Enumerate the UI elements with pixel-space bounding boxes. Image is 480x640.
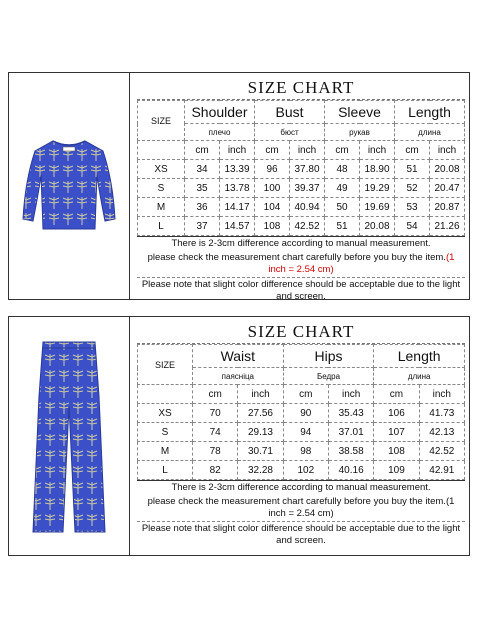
bust-header: Bust <box>255 101 325 124</box>
check-chart-note: please check the measurement chart carefully before you buy the item.(1 inch = 2.54 cm) <box>147 496 455 519</box>
value-cell: 51 <box>395 160 430 179</box>
unit-cell: cm <box>185 141 220 160</box>
value-cell: 94 <box>283 423 328 442</box>
value-cell: 53 <box>395 198 430 217</box>
top-size-table <box>137 77 465 302</box>
value-cell: 14.57 <box>220 217 255 236</box>
value-cell: 20.87 <box>430 198 465 217</box>
top-product-photo <box>9 73 130 299</box>
unit-cell: cm <box>255 141 290 160</box>
value-cell: 37 <box>185 217 220 236</box>
table-row <box>138 198 465 217</box>
value-cell: 37.01 <box>328 423 373 442</box>
value-cell: 48 <box>325 160 360 179</box>
value-cell: 27.56 <box>238 404 283 423</box>
inch-conversion-note: (1 inch = 2.54 cm) <box>268 252 455 275</box>
length-header: Length <box>374 345 465 368</box>
value-cell: 98 <box>283 442 328 461</box>
shoulder-header-ru: плечо <box>185 124 255 141</box>
value-cell: 52 <box>395 179 430 198</box>
value-cell: 19.29 <box>360 179 395 198</box>
value-cell: 32.28 <box>238 461 283 480</box>
value-cell: 78 <box>193 442 238 461</box>
bust-header-ru: бюст <box>255 124 325 141</box>
table-row <box>138 217 465 236</box>
size-cell: S <box>138 423 193 442</box>
value-cell: 108 <box>255 217 290 236</box>
unit-cell: inch <box>430 141 465 160</box>
value-cell: 96 <box>255 160 290 179</box>
bottom-size-chart-card <box>8 316 470 556</box>
value-cell: 51 <box>325 217 360 236</box>
length-header-ru: длина <box>374 368 465 385</box>
value-cell: 20.08 <box>360 217 395 236</box>
sleeve-header: Sleeve <box>325 101 395 124</box>
table-row <box>138 461 465 480</box>
value-cell: 38.58 <box>328 442 373 461</box>
waist-header-ru: паясніца <box>193 368 284 385</box>
table-row <box>138 404 465 423</box>
top-size-chart-card <box>8 72 470 300</box>
measurement-note: There is 2-3cm difference according to manual measurement. <box>171 238 431 249</box>
unit-cell: cm <box>283 385 328 404</box>
color-difference-note: Please note that slight color difference should be acceptable due to the light and screen. <box>137 521 465 548</box>
table-row <box>138 423 465 442</box>
value-cell: 35.43 <box>328 404 373 423</box>
color-difference-note: Please note that slight color difference should be acceptable due to the light and screen. <box>137 277 465 304</box>
value-cell: 19.69 <box>360 198 395 217</box>
unit-row <box>138 141 465 160</box>
value-cell: 82 <box>193 461 238 480</box>
value-cell: 34 <box>185 160 220 179</box>
size-column-header: SIZE <box>138 345 193 385</box>
value-cell: 39.37 <box>290 179 325 198</box>
table-row <box>138 179 465 198</box>
size-cell: S <box>138 179 185 198</box>
bottom-chart-title: SIZE CHART <box>137 321 465 344</box>
top-notes <box>137 236 465 304</box>
value-cell: 54 <box>395 217 430 236</box>
value-cell: 35 <box>185 179 220 198</box>
value-cell: 30.71 <box>238 442 283 461</box>
value-cell: 90 <box>283 404 328 423</box>
value-cell: 106 <box>374 404 419 423</box>
sleeve-header-ru: рукав <box>325 124 395 141</box>
shoulder-header: Shoulder <box>185 101 255 124</box>
trousers-icon <box>29 336 109 536</box>
bottom-product-photo <box>9 317 130 555</box>
value-cell: 42.52 <box>290 217 325 236</box>
value-cell: 41.73 <box>419 404 464 423</box>
value-cell: 20.08 <box>430 160 465 179</box>
value-cell: 37.80 <box>290 160 325 179</box>
value-cell: 42.91 <box>419 461 464 480</box>
value-cell: 102 <box>283 461 328 480</box>
check-chart-text: please check the measurement chart carefully before you buy the item. <box>147 252 446 263</box>
value-cell: 13.78 <box>220 179 255 198</box>
value-cell: 42.13 <box>419 423 464 442</box>
table-row <box>138 442 465 461</box>
unit-cell: cm <box>325 141 360 160</box>
blouse-icon <box>19 131 119 241</box>
unit-cell: cm <box>374 385 419 404</box>
hips-header: Hips <box>283 345 374 368</box>
size-column-header: SIZE <box>138 101 185 141</box>
value-cell: 13.39 <box>220 160 255 179</box>
value-cell: 49 <box>325 179 360 198</box>
unit-cell-empty <box>138 385 193 404</box>
value-cell: 42.52 <box>419 442 464 461</box>
unit-cell: inch <box>419 385 464 404</box>
value-cell: 74 <box>193 423 238 442</box>
value-cell: 29.13 <box>238 423 283 442</box>
table-row <box>138 160 465 179</box>
value-cell: 14.17 <box>220 198 255 217</box>
bottom-size-table <box>137 321 465 551</box>
value-cell: 107 <box>374 423 419 442</box>
unit-cell: inch <box>360 141 395 160</box>
value-cell: 21.26 <box>430 217 465 236</box>
value-cell: 18.90 <box>360 160 395 179</box>
value-cell: 36 <box>185 198 220 217</box>
unit-cell: inch <box>290 141 325 160</box>
unit-cell: inch <box>328 385 373 404</box>
value-cell: 20.47 <box>430 179 465 198</box>
value-cell: 108 <box>374 442 419 461</box>
value-cell: 109 <box>374 461 419 480</box>
size-cell: L <box>138 217 185 236</box>
size-cell: XS <box>138 160 185 179</box>
value-cell: 40.94 <box>290 198 325 217</box>
unit-row <box>138 385 465 404</box>
unit-cell: cm <box>193 385 238 404</box>
value-cell: 50 <box>325 198 360 217</box>
top-chart-title: SIZE CHART <box>137 77 465 100</box>
length-header: Length <box>395 101 465 124</box>
unit-cell-empty <box>138 141 185 160</box>
bottom-notes <box>137 480 465 548</box>
size-cell: M <box>138 198 185 217</box>
size-cell: L <box>138 461 193 480</box>
check-chart-note <box>137 251 465 277</box>
size-cell: XS <box>138 404 193 423</box>
size-cell: M <box>138 442 193 461</box>
waist-header: Waist <box>193 345 284 368</box>
value-cell: 40.16 <box>328 461 373 480</box>
measurement-note: There is 2-3cm difference according to manual measurement. <box>171 482 431 493</box>
value-cell: 100 <box>255 179 290 198</box>
unit-cell: inch <box>238 385 283 404</box>
length-header-ru: длина <box>395 124 465 141</box>
value-cell: 104 <box>255 198 290 217</box>
value-cell: 70 <box>193 404 238 423</box>
hips-header-ru: Бедра <box>283 368 374 385</box>
unit-cell: cm <box>395 141 430 160</box>
unit-cell: inch <box>220 141 255 160</box>
